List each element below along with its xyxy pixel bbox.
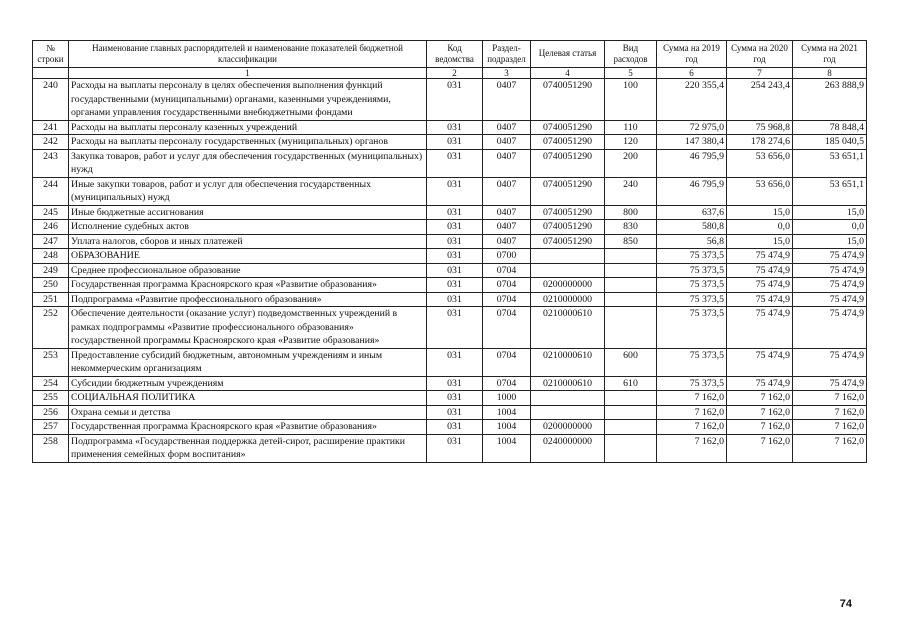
section-cell: 0407 [483,149,531,177]
sum-2021-cell: 15,0 [793,234,867,249]
line-number-cell: 240 [33,79,69,121]
expense-type-cell: 100 [605,79,657,121]
column-number: 3 [483,68,531,79]
sum-2021-cell: 7 162,0 [793,434,867,462]
column-number: 5 [605,68,657,79]
table-row [33,348,867,376]
expense-type-cell [605,405,657,420]
sum-2020-cell: 7 162,0 [727,391,793,406]
expense-type-cell [605,391,657,406]
section-cell: 0704 [483,278,531,293]
header-expense-type: Вид расходов [605,41,657,68]
table-row [33,177,867,205]
expense-type-cell [605,249,657,264]
table-row [33,249,867,264]
dept-code-cell: 031 [427,205,483,220]
header-target: Целевая статья [531,41,605,68]
sum-2019-cell: 220 355,4 [657,79,727,121]
line-number-cell: 251 [33,292,69,307]
dept-code-cell: 031 [427,434,483,462]
line-number-cell: 248 [33,249,69,264]
section-cell: 0407 [483,79,531,121]
dept-code-cell: 031 [427,135,483,150]
target-cell: 0740051290 [531,149,605,177]
expense-type-cell: 850 [605,234,657,249]
name-cell: СОЦИАЛЬНАЯ ПОЛИТИКА [69,391,427,406]
dept-code-cell: 031 [427,376,483,391]
sum-2021-cell: 263 888,9 [793,79,867,121]
expense-type-cell: 800 [605,205,657,220]
line-number-cell: 247 [33,234,69,249]
page-number: 74 [839,598,852,610]
sum-2020-cell: 75 474,9 [727,278,793,293]
sum-2020-cell: 15,0 [727,234,793,249]
section-cell: 0704 [483,263,531,278]
sum-2020-cell: 53 656,0 [727,149,793,177]
table-row [33,220,867,235]
sum-2021-cell: 53 651,1 [793,149,867,177]
dept-code-cell: 031 [427,405,483,420]
sum-2019-cell: 75 373,5 [657,263,727,278]
name-cell: Государственная программа Красноярского края «Развитие образования» [69,278,427,293]
sum-2021-cell: 53 651,1 [793,177,867,205]
expense-type-cell [605,263,657,278]
target-cell [531,249,605,264]
target-cell: 0210000610 [531,376,605,391]
dept-code-cell: 031 [427,263,483,278]
column-number: 6 [657,68,727,79]
line-number-cell: 256 [33,405,69,420]
sum-2021-cell: 75 474,9 [793,278,867,293]
sum-2021-cell: 7 162,0 [793,420,867,435]
table-row [33,292,867,307]
sum-2019-cell: 7 162,0 [657,405,727,420]
name-cell: Уплата налогов, сборов и иных платежей [69,234,427,249]
name-cell: ОБРАЗОВАНИЕ [69,249,427,264]
header-sum-2019: Сумма на 2019 год [657,41,727,68]
target-cell: 0200000000 [531,420,605,435]
name-cell: Расходы на выплаты персоналу в целях обеспечения выполнения функций государственными (муниципальными) органами, казенными учреждениями, органами управления государственными внебюджетными фондами [69,79,427,121]
line-number-cell: 242 [33,135,69,150]
section-cell: 0700 [483,249,531,264]
target-cell [531,391,605,406]
sum-2021-cell: 75 474,9 [793,292,867,307]
dept-code-cell: 031 [427,120,483,135]
section-cell: 0407 [483,135,531,150]
sum-2020-cell: 75 474,9 [727,249,793,264]
dept-code-cell: 031 [427,234,483,249]
line-number-cell: 243 [33,149,69,177]
sum-2019-cell: 46 795,9 [657,149,727,177]
section-cell: 0407 [483,220,531,235]
dept-code-cell: 031 [427,149,483,177]
sum-2019-cell: 56,8 [657,234,727,249]
dept-code-cell: 031 [427,177,483,205]
sum-2021-cell: 0,0 [793,220,867,235]
sum-2020-cell: 75 474,9 [727,307,793,349]
name-cell: Охрана семьи и детства [69,405,427,420]
name-cell: Предоставление субсидий бюджетным, автономным учреждениям и иным некоммерческим организациям [69,348,427,376]
sum-2020-cell: 53 656,0 [727,177,793,205]
target-cell: 0210000000 [531,292,605,307]
table-row [33,278,867,293]
name-cell: Субсидии бюджетным учреждениям [69,376,427,391]
line-number-cell: 254 [33,376,69,391]
section-cell: 0407 [483,234,531,249]
sum-2020-cell: 7 162,0 [727,434,793,462]
table-row [33,420,867,435]
target-cell: 0740051290 [531,234,605,249]
expense-type-cell: 830 [605,220,657,235]
sum-2019-cell: 580,8 [657,220,727,235]
name-cell: Государственная программа Красноярского края «Развитие образования» [69,420,427,435]
sum-2021-cell: 75 474,9 [793,307,867,349]
column-number: 4 [531,68,605,79]
header-name: Наименование главных распорядителей и наименование показателей бюджетной классификации [69,41,427,68]
line-number-cell: 253 [33,348,69,376]
section-cell: 0407 [483,120,531,135]
dept-code-cell: 031 [427,220,483,235]
sum-2020-cell: 0,0 [727,220,793,235]
table-row [33,205,867,220]
sum-2021-cell: 75 474,9 [793,263,867,278]
name-cell: Среднее профессиональное образование [69,263,427,278]
column-number: 8 [793,68,867,79]
sum-2019-cell: 75 373,5 [657,376,727,391]
sum-2020-cell: 254 243,4 [727,79,793,121]
line-number-cell: 241 [33,120,69,135]
line-number-cell: 245 [33,205,69,220]
header-dept-code: Код ведомства [427,41,483,68]
line-number-cell: 258 [33,434,69,462]
target-cell: 0740051290 [531,220,605,235]
header-row [33,41,867,68]
expense-type-cell [605,420,657,435]
header-section: Раздел-подраздел [483,41,531,68]
sum-2019-cell: 75 373,5 [657,249,727,264]
sum-2019-cell: 7 162,0 [657,420,727,435]
table-row [33,135,867,150]
sum-2021-cell: 75 474,9 [793,376,867,391]
sum-2021-cell: 185 040,5 [793,135,867,150]
sum-2021-cell: 75 474,9 [793,249,867,264]
column-number: 7 [727,68,793,79]
table-row [33,307,867,349]
sum-2020-cell: 75 474,9 [727,292,793,307]
name-cell: Исполнение судебных актов [69,220,427,235]
section-cell: 0704 [483,348,531,376]
sum-2020-cell: 75 968,8 [727,120,793,135]
sum-2021-cell: 7 162,0 [793,405,867,420]
expense-type-cell: 120 [605,135,657,150]
table-row [33,79,867,121]
target-cell [531,263,605,278]
name-cell: Расходы на выплаты персоналу государственных (муниципальных) органов [69,135,427,150]
header-sum-2021: Сумма на 2021 год [793,41,867,68]
sum-2020-cell: 7 162,0 [727,405,793,420]
name-cell: Обеспечение деятельности (оказание услуг) подведомственных учреждений в рамках подпрограммы «Развитие профессионального образования» государственной программы Красноярского края «Развитие образования» [69,307,427,349]
sum-2019-cell: 7 162,0 [657,391,727,406]
line-number-cell: 246 [33,220,69,235]
target-cell: 0210000610 [531,348,605,376]
sum-2021-cell: 15,0 [793,205,867,220]
sum-2019-cell: 7 162,0 [657,434,727,462]
sum-2021-cell: 75 474,9 [793,348,867,376]
sum-2020-cell: 75 474,9 [727,376,793,391]
sum-2019-cell: 46 795,9 [657,177,727,205]
name-cell: Иные бюджетные ассигнования [69,205,427,220]
table-row [33,405,867,420]
section-cell: 0704 [483,307,531,349]
table-row [33,234,867,249]
name-cell: Подпрограмма «Развитие профессионального образования» [69,292,427,307]
expense-type-cell: 600 [605,348,657,376]
line-number-cell: 250 [33,278,69,293]
budget-table [32,40,867,463]
target-cell: 0740051290 [531,205,605,220]
dept-code-cell: 031 [427,420,483,435]
column-number [33,68,69,79]
table-body [33,79,867,463]
section-cell: 1004 [483,405,531,420]
column-number: 1 [69,68,427,79]
expense-type-cell: 200 [605,149,657,177]
line-number-cell: 249 [33,263,69,278]
dept-code-cell: 031 [427,292,483,307]
expense-type-cell [605,278,657,293]
line-number-cell: 244 [33,177,69,205]
expense-type-cell [605,292,657,307]
sum-2019-cell: 75 373,5 [657,348,727,376]
sum-2020-cell: 7 162,0 [727,420,793,435]
target-cell: 0210000610 [531,307,605,349]
dept-code-cell: 031 [427,307,483,349]
sum-2019-cell: 637,6 [657,205,727,220]
header-line-no: № строки [33,41,69,68]
target-cell: 0240000000 [531,434,605,462]
name-cell: Расходы на выплаты персоналу казенных учреждений [69,120,427,135]
section-cell: 1004 [483,434,531,462]
sum-2020-cell: 178 274,6 [727,135,793,150]
section-cell: 0407 [483,205,531,220]
target-cell: 0740051290 [531,177,605,205]
sum-2019-cell: 72 975,0 [657,120,727,135]
table-row [33,149,867,177]
dept-code-cell: 031 [427,249,483,264]
target-cell: 0200000000 [531,278,605,293]
table-row [33,391,867,406]
sum-2021-cell: 7 162,0 [793,391,867,406]
target-cell [531,405,605,420]
target-cell: 0740051290 [531,79,605,121]
sum-2021-cell: 78 848,4 [793,120,867,135]
sum-2020-cell: 15,0 [727,205,793,220]
sum-2020-cell: 75 474,9 [727,263,793,278]
sum-2019-cell: 75 373,5 [657,292,727,307]
table-row [33,376,867,391]
line-number-cell: 255 [33,391,69,406]
name-cell: Подпрограмма «Государственная поддержка детей-сирот, расширение практики применения семейных форм воспитания» [69,434,427,462]
table-row [33,120,867,135]
target-cell: 0740051290 [531,135,605,150]
name-cell: Закупка товаров, работ и услуг для обеспечения государственных (муниципальных) нужд [69,149,427,177]
expense-type-cell: 240 [605,177,657,205]
table-row [33,434,867,462]
dept-code-cell: 031 [427,348,483,376]
section-cell: 0407 [483,177,531,205]
column-number-row [33,68,867,79]
header-sum-2020: Сумма на 2020 год [727,41,793,68]
expense-type-cell [605,434,657,462]
target-cell: 0740051290 [531,120,605,135]
dept-code-cell: 031 [427,278,483,293]
dept-code-cell: 031 [427,391,483,406]
section-cell: 1000 [483,391,531,406]
line-number-cell: 257 [33,420,69,435]
expense-type-cell: 610 [605,376,657,391]
expense-type-cell: 110 [605,120,657,135]
name-cell: Иные закупки товаров, работ и услуг для обеспечения государственных (муниципальных) нужд [69,177,427,205]
section-cell: 0704 [483,292,531,307]
line-number-cell: 252 [33,307,69,349]
sum-2019-cell: 75 373,5 [657,307,727,349]
section-cell: 0704 [483,376,531,391]
sum-2019-cell: 75 373,5 [657,278,727,293]
sum-2020-cell: 75 474,9 [727,348,793,376]
column-number: 2 [427,68,483,79]
table-row [33,263,867,278]
expense-type-cell [605,307,657,349]
sum-2019-cell: 147 380,4 [657,135,727,150]
section-cell: 1004 [483,420,531,435]
dept-code-cell: 031 [427,79,483,121]
